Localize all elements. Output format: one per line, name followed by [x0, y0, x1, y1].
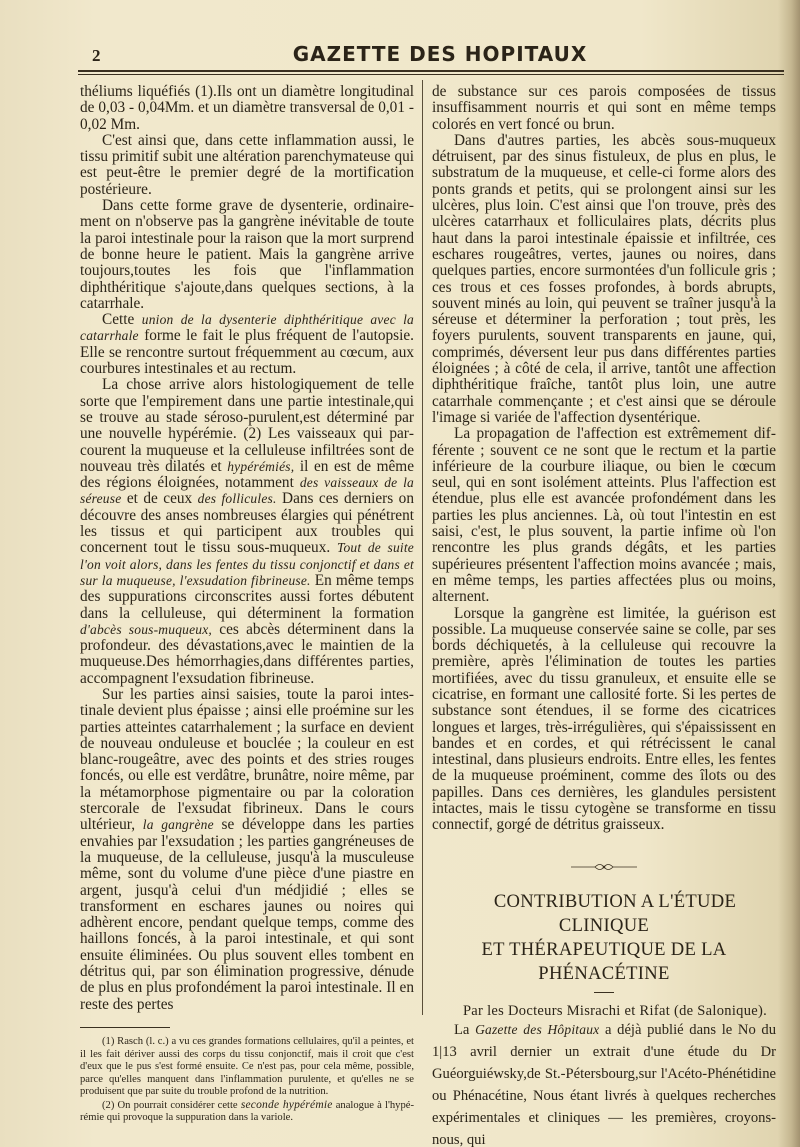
- page-spine-shadow: [778, 0, 800, 1147]
- text-run: La chose arrive alors histologiquement de telle sorte que l'empirement dans une partie intestinale,qui se trouve au stade séroso-purulent,est déterminé par une nouvelle hypérémie. (2) Les vaisseaux qui parcourent la muqueuse et la celluleuse infiltrées sont de nouveau très dilatés et: [80, 376, 414, 475]
- text-run: ces abcès déterminent dans la profondeur. des dévastations,avec le maintien de la muqueuse.Des hémorrhagies,dans différentes parties, accompagnent l'exsudation fibrineuse.: [80, 620, 414, 687]
- paragraph: [432, 1019, 776, 1147]
- italic-phrase: d'abcès sous-muqueux,: [80, 621, 213, 637]
- italic-phrase: des vaisseaux de la séreuse: [80, 475, 414, 507]
- title-line: ET THÉRAPEUTIQUE DE LA PHÉNACÉTINE: [481, 938, 727, 984]
- text-run: analogue à l'hypérémie qui provoque la suppuration dans la variole.: [80, 1099, 414, 1124]
- paragraph: [80, 687, 414, 1013]
- text-run: se développe dans les parties envahies par l'exsudation ; les parties gangréneuses de la muqueuse, de la celluleuse, jusqu'à la musculeuse même, sont du volume d'une pièce d'une piastre en argent, jusqu'à celui d'un médjidié ; elles se transforment en eschares jaunes ou noires qui adhèrent encore, pendant quelque temps, comme des haillons foncés, à la paroi intestinale, et qui sont ensuite éliminées. Ou plus souvent elles tombent en détritus qui, par son élimination progressive, dénude de plus en plus profondément la paroi intestinale. Il en reste des pertes: [80, 816, 414, 1013]
- italic-phrase: hypérémiés,: [227, 458, 295, 474]
- byline: Par les Docteurs Misrachi et Rifat (de Salonique).: [462, 1002, 768, 1019]
- column-divider: [422, 80, 423, 1015]
- paragraph: théliums liquéfiés (1).Ils ont un diamètre longitudinal de 0,03 - 0,04Mm. et un diamètre transversal de 0,01 - 0,02 Mm.: [80, 83, 414, 133]
- article-title: [432, 890, 776, 986]
- paragraph: Dans cette forme grave de dysenterie, ordinairement on n'observe pas la gangrène inévitable de toute la paroi intestinale pour la raison que la mort surprend de bonne heure le patient. Mais la gangrène arrive toujours,toutes les fois que l'inflammation diphthéritique s'ajoute,dans quelques sections, à la catarrhale.: [80, 197, 414, 312]
- title-line: CONTRIBUTION A L'ÉTUDE CLINIQUE: [493, 890, 737, 936]
- italic-phrase: union de la dysenterie diphthéritique avec la catarrhale: [80, 312, 414, 344]
- article-intro: [432, 1019, 776, 1147]
- paragraph: La propagation de l'affection est extrêmement différente ; souvent ce ne sont que le rectum et la partie inférieure de la courbure iliaque, ou bien le cœcum seul, qui en sont isolément atteints. Plus l'affection est étendue, plus elle est avancée profondément dans les parties les plus anciennes. Là, où tout l'intestin en est saisi, c'est, le plus souvent, la partie infime où l'on rencontre les plus grands dégâts, et les parties supérieures présentent l'affection moins avancée ; mais, en même temps, les parties affectées plus ou moins, alternent.: [432, 425, 776, 606]
- footnote: (1) Rasch (l. c.) a vu ces grandes formations cellulaires, qu'il a peintes, et il les fait dériver aussi des corps du tissu conjonctif, mais il croit que c'est d'eux que le pus s'est formé ensuite. Ce n'est pas, pour cela même, possible, parce qu'elles manquent dans l'inflammation purulente, et qu'elles ne se produisent que par suite du trouble profond de la nutrition.: [80, 1035, 414, 1098]
- left-column: [80, 84, 414, 1125]
- page-number: 2: [92, 46, 101, 65]
- text-run: Dans ces derniers on découvre des anses nombreuses élargies qui pénétrent les tissus et qui participent aux troubles qui concernent tout le tissu sous-muqueux.: [80, 490, 414, 557]
- paragraph: Lorsque la gangrène est limitée, la guérison est possible. La muqueuse conservée saine se colle, par ses bords déchiquetés, à la celluleuse qui recouvre la première, après l'élimination de toutes les parties mortifiées, avec du tissu granuleux, et ensuite elle se cicatrise, en formant une callosité forte. Si les pertes de substance sont étendues, il se forme des cicatrices longues et larges, très-irrégulières, qui s'épaississent en bandes et en cordes, et qui rétrécissent le canal intestinal, dans plusieurs endroits. Entre elles, les fentes de la muqueuse proéminent, comme des îlots ou des papilles. Dans ces dernières, les glandules persistent intactes, mais le tissu cytogène se transforme en tissu connectif, gorgé de détritus graisseux.: [432, 604, 776, 834]
- text-run: La: [454, 1021, 476, 1038]
- ornament-flourish-icon: [569, 862, 639, 872]
- text-run: Cette: [102, 311, 142, 329]
- italic-phrase: Tout de suite l'on voit alors, dans les fentes du tissu conjonctif et dans et sur la muqueuse, l'exsudation fibrineuse.: [80, 540, 414, 588]
- paragraph: C'est ainsi que, dans cette inflammation aussi, le tissu primitif subit une altération parenchymateuse qui est peut-être le premier degré de la mortification postérieure.: [80, 131, 414, 198]
- title-dash: [594, 992, 614, 993]
- italic-phrase: seconde hypérémie: [240, 1098, 333, 1111]
- text-run: et de ceux: [121, 490, 198, 508]
- paragraph: Dans d'autres parties, les abcès sous-muqueux détruisent, par des sinus fistuleux, de plus en plus, le substratum de la muqueuse, et celle-ci forme alors des ponts grands et petits, qui se prolongent ainsi sur les ulcères, plus loin. C'est ainsi que l'on trouve, près des ulcères catarrhaux et folliculaires plats, décrits plus haut dans la paroi intestinale épaissie et infiltrée, ces eschares rougeâtres, vertes, jaunes ou noires, dans quelques parties, encore surmontées d'un follicule gris ; ces trous et ces fosses profondes, à bords abrupts, souvent minés au loin, qui peuvent se traîner jusqu'à la séreuse et déterminer la perforation ; tout près, les foyers purulents, souvent transparents en jaune, qui, comprimés, déversent leur pus dans différentes parties éloignées ; à côté de cela, il arrive, tantôt une affection diphthéritique fraîche, tantôt plus loin, une autre catarrhale commençante ; et c'est ainsi que se déroule l'image si variée de l'affection dysentérique.: [432, 131, 776, 426]
- paragraph: [80, 312, 414, 377]
- text-run: Sur les parties ainsi saisies, toute la paroi intestinale devient plus épaisse ; ainsi elle proémine sur les parties atteintes catarrhalement ; la surface en devient de nouveau onduleuse et bouclée ; la couleur en est blanc-rougeâtre, avec des points et des stries rouges foncés, ou elle est verdâtre, brunâtre, noire même, par la métamorphose pigmentaire ou par la coloration stercorale de l'exsudat fibrineux. Dans le cours ultérieur,: [80, 685, 414, 834]
- running-title: GAZETTE DES HOPITAUX: [292, 42, 588, 66]
- text-run: En même temps des suppurations circonscrites aussi fortes débutent dans la celluleuse, qui déterminent la formation: [80, 571, 414, 622]
- text-run: a déjà publié dans le No du 1|13 avril dernier un extrait d'une étude du Dr Guéorguiéwsky,de St.-Pétersbourg,sur l'Acéto-Phénétidine ou Phénacétine, Nous étant livrés à quelques recherches expérimentales et cliniques — les premières, croyons-nous, qui: [432, 1021, 776, 1147]
- header-rule: [78, 70, 784, 75]
- italic-phrase: des follicules.: [197, 491, 277, 507]
- italic-phrase: Gazette des Hôpitaux: [475, 1021, 600, 1037]
- section-ornament: [432, 860, 776, 870]
- right-column: [432, 84, 776, 1147]
- footnote: [80, 1099, 414, 1125]
- italic-phrase: la gangrène: [142, 817, 214, 833]
- paragraph: [80, 377, 414, 687]
- paragraph: de substance sur ces parois composées de tissus insuffisamment nourris et qui sont en même temps colorés en vert foncé ou brun.: [432, 83, 776, 133]
- footnote-rule: [80, 1027, 170, 1028]
- text-run: il en est de même des régions éloignées, notamment: [80, 457, 414, 492]
- text-run: (2) On pourrait considérer cette: [102, 1099, 241, 1111]
- text-run: forme le fait le plus fréquent de l'autopsie. Elle se rencontre surtout fréquemment au cœcum, aux courbures intestinales et au rectum.: [80, 327, 414, 378]
